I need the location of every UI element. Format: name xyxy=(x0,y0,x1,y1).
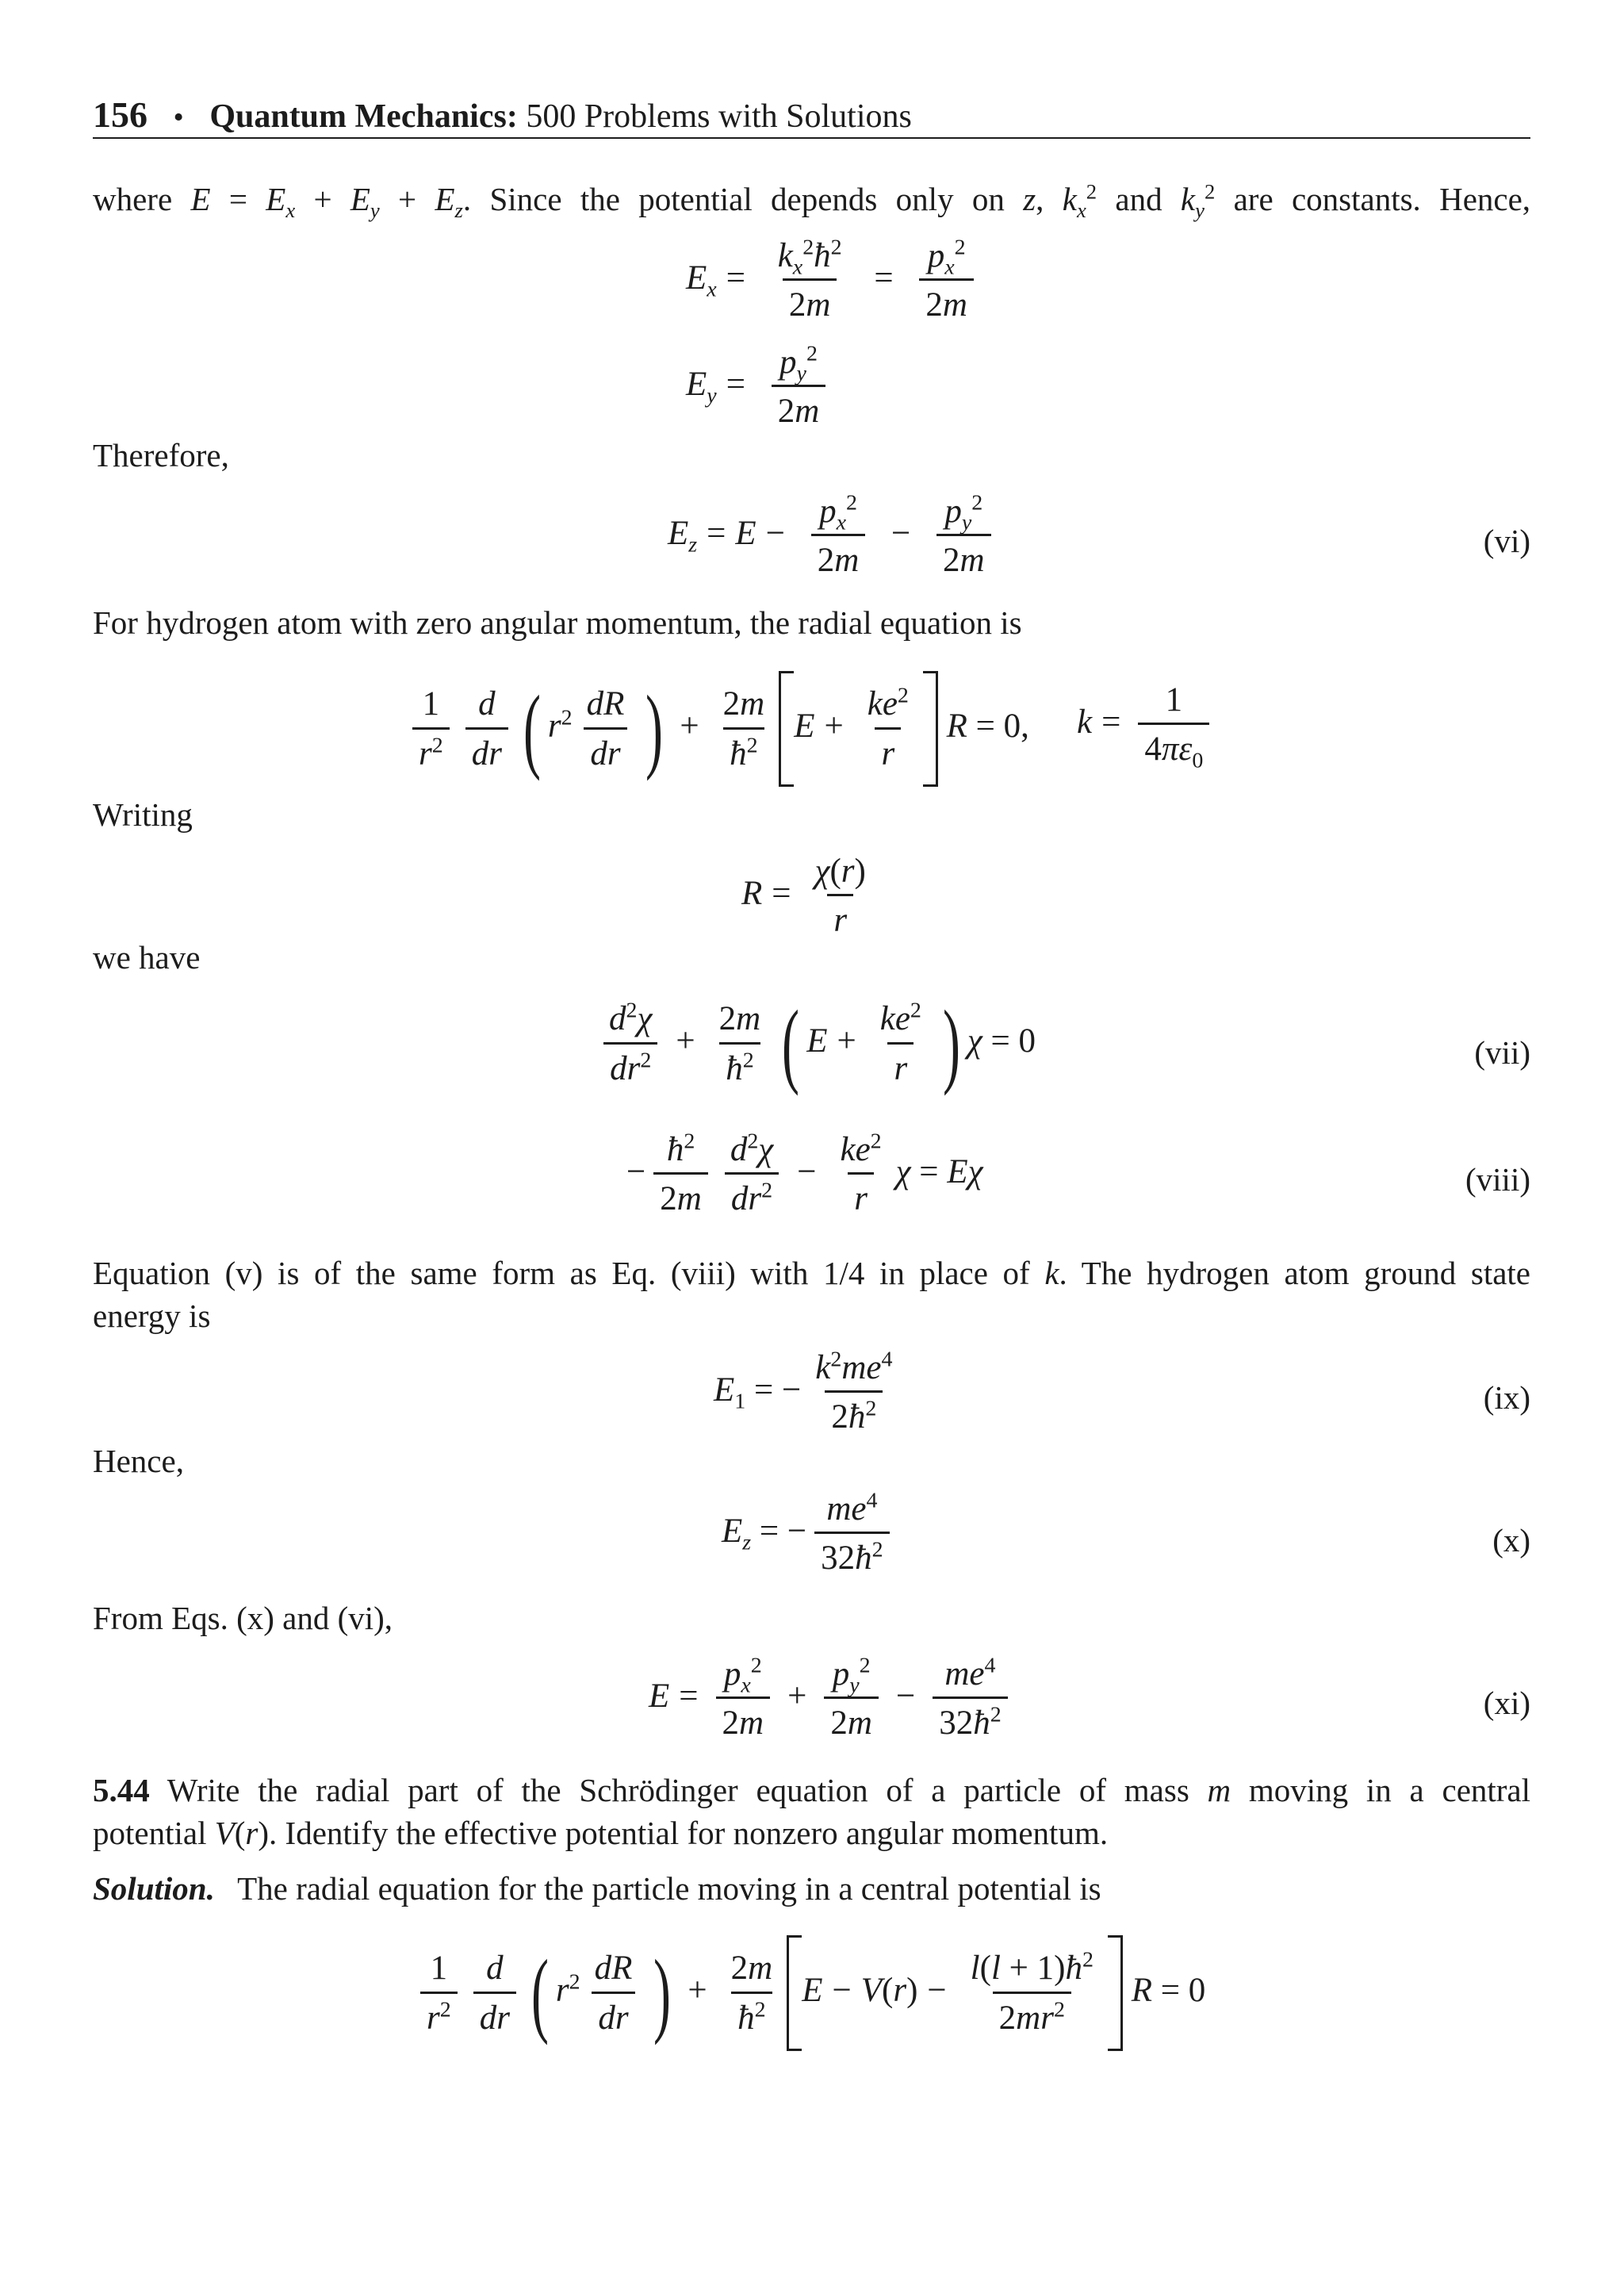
problem-statement-line: 5.44 Write the radial part of the Schrödinger equation of a particle of mass m moving in a central xyxy=(93,1772,1531,1808)
solution-label: Solution. xyxy=(93,1870,215,1907)
from-eqs-text: From Eqs. (x) and (vi), xyxy=(93,1600,393,1636)
header-bullet: • xyxy=(173,101,184,134)
header-rule xyxy=(93,137,1530,139)
equation-ey: $E_y$ = $\frac{p_y^2}{2m}$ xyxy=(686,343,833,431)
we-have-text: we have xyxy=(93,939,201,976)
equation-label-vi: (vi) xyxy=(1483,523,1530,559)
hence-text: Hence, xyxy=(93,1443,184,1479)
problem-number: 5.44 xyxy=(93,1772,150,1808)
equation-vi: $E_z = E$ − $\frac{p_x^2}{2m}$ − $\frac{p_y^2}{2m}$ xyxy=(668,492,999,581)
equation-k-constant: k = $\frac{1}{4\pi\varepsilon_0}$ xyxy=(1077,681,1217,769)
equation-label-ix: (ix) xyxy=(1483,1379,1530,1416)
equation-ix: $E_1$ = − $\frac{k^2me^4}{2ħ^2}$ xyxy=(714,1347,893,1436)
page-number: 156 xyxy=(93,94,147,135)
equation-substitution: R = $\frac{\chi(r)}{r}$ xyxy=(741,853,866,940)
equation-radial-central: $\frac{1}{r^2}$ $\frac{d}{dr}$ ( $r^2$ $\frac{dR}{dr}$ ) + $\frac{2m}{ħ^2}$ E − V(r) − $\frac{l(l + 1)ħ^2}{2mr^2}$ R = 0 xyxy=(412,1935,1205,2051)
paragraph-line: where $E = E_x + E_y + E_z$. Since the potential depends only on z, $k_x^2$ and $k_y^2$ are constants. Hence, xyxy=(93,179,1531,223)
page-header xyxy=(93,94,912,136)
equation-xi: E = $\frac{p_x^2}{2m}$ + $\frac{p_y^2}{2m}$ − $\frac{me^4}{32ħ^2}$ xyxy=(649,1654,1016,1743)
equation-ex: $E_x$ = $\frac{k_x^2ħ^2}{2m}$ = $\frac{p_x^2}{2m}$ xyxy=(686,236,982,325)
paragraph-line: Equation (v) is of the same form as Eq. (viii) with 1/4 in place of k. The hydrogen atom ground state xyxy=(93,1255,1530,1291)
book-subtitle: 500 Problems with Solutions xyxy=(526,98,912,135)
writing-text: Writing xyxy=(93,796,193,833)
solution-line: Solution. The radial equation for the particle moving in a central potential is xyxy=(93,1870,1101,1907)
equation-x: $E_z$ = − $\frac{me^4}{32ħ^2}$ xyxy=(722,1489,898,1578)
book-title: Quantum Mechanics: xyxy=(209,98,518,135)
equation-label-x: (x) xyxy=(1492,1522,1530,1558)
equation-label-xi: (xi) xyxy=(1483,1685,1530,1721)
equation-vii: $\frac{d^2\chi}{dr^2}$ + $\frac{2m}{ħ^2}$ ( E + $\frac{ke^2}{r}$ ) χ = 0 xyxy=(595,996,1036,1091)
paragraph-line: energy is xyxy=(93,1298,211,1334)
therefore-text: Therefore, xyxy=(93,437,229,473)
equation-label-vii: (vii) xyxy=(1474,1034,1530,1071)
hydrogen-intro: For hydrogen atom with zero angular momentum, the radial equation is xyxy=(93,604,1022,641)
equation-viii: − $\frac{ħ^2}{2m}$ $\frac{d^2\chi}{dr^2}$ − $\frac{ke^2}{r}$ χ = Eχ xyxy=(626,1129,983,1218)
equation-label-viii: (viii) xyxy=(1465,1161,1530,1198)
equation-radial-hydrogen: $\frac{1}{r^2}$ $\frac{d}{dr}$ ( $r^2$ $\frac{dR}{dr}$ ) + $\frac{2m}{ħ^2}$ E + $\frac{ke^2}{r}$ R = 0, xyxy=(404,671,1029,787)
problem-statement-line: potential V(r). Identify the effective potential for nonzero angular momentum. xyxy=(93,1815,1109,1851)
